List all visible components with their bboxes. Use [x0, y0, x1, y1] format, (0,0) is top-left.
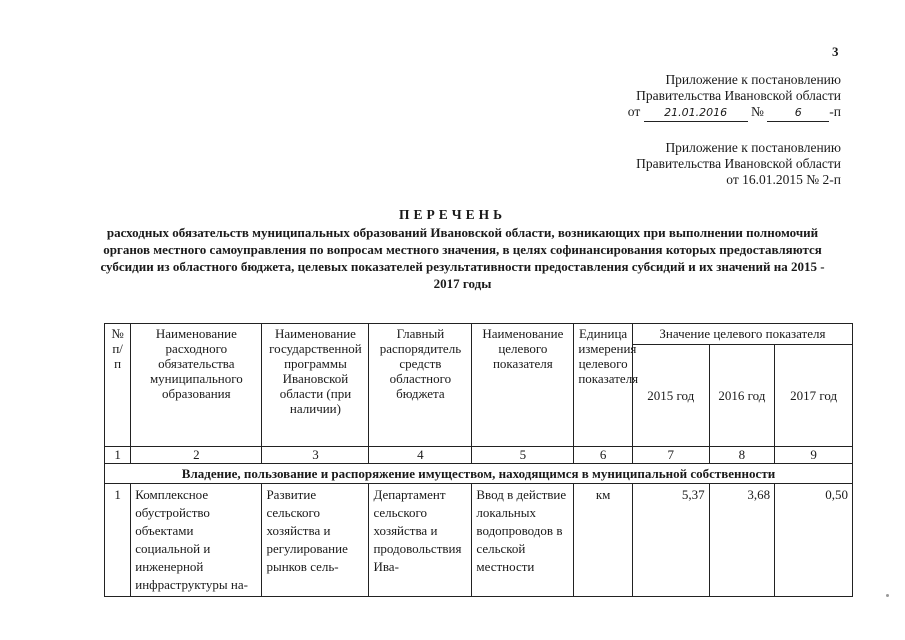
- column-number: 2: [131, 447, 262, 464]
- number-suffix: -п: [829, 104, 841, 119]
- appendix-previous-line1: Приложение к постановлению: [665, 140, 841, 155]
- header-program: Наименование государственной программы Ивановской области (при наличии): [262, 324, 369, 447]
- table-header-row: [105, 324, 853, 345]
- row-value-2015: 5,37: [632, 484, 709, 597]
- column-number: 6: [574, 447, 633, 464]
- scan-speck: [886, 594, 889, 597]
- appendix-previous-block: [636, 140, 841, 188]
- row-num: 1: [105, 484, 131, 597]
- appendix-current-line1: Приложение к постановлению: [665, 72, 841, 87]
- row-indicator: Ввод в действие локальных водопроводов в сельской местности: [472, 484, 574, 597]
- column-number: 1: [105, 447, 131, 464]
- column-number: 9: [775, 447, 853, 464]
- column-number-row: [105, 447, 853, 464]
- row-value-2016: 3,68: [709, 484, 775, 597]
- indicators-table: [104, 323, 853, 597]
- handwritten-date: 21.01.2016: [644, 105, 748, 122]
- header-administrator: Главный распорядитель средств областного бюджета: [369, 324, 472, 447]
- appendix-current-block: [628, 72, 841, 122]
- appendix-previous-line3: от 16.01.2015 № 2-п: [726, 172, 841, 187]
- appendix-current-line2: Правительства Ивановской области: [636, 88, 841, 103]
- column-number: 3: [262, 447, 369, 464]
- table-row: [105, 484, 853, 597]
- row-unit: км: [574, 484, 633, 597]
- header-year-2016: 2016 год: [709, 345, 775, 447]
- header-unit: Единица измерения целевого показателя: [574, 324, 633, 447]
- row-value-2017: 0,50: [775, 484, 853, 597]
- column-number: 8: [709, 447, 775, 464]
- appendix-current-line3: [628, 104, 841, 122]
- row-obligation: Комплексное обустройство объектами социальной и инженерной инфраструктуры на-: [131, 484, 262, 597]
- row-administrator: Департамент сельского хозяйства и продовольствия Ива-: [369, 484, 472, 597]
- header-year-2017: 2017 год: [775, 345, 853, 447]
- header-obligation: Наименование расходного обязательства муниципального образования: [131, 324, 262, 447]
- column-number: 5: [472, 447, 574, 464]
- column-number: 4: [369, 447, 472, 464]
- from-label: от: [627, 104, 641, 119]
- header-num: № п/п: [105, 324, 131, 447]
- header-year-2015: 2015 год: [632, 345, 709, 447]
- number-label: №: [751, 104, 764, 119]
- document-title: ПЕРЕЧЕНЬ: [398, 207, 507, 222]
- header-target-group: Значение целевого показателя: [632, 324, 852, 345]
- document-subtitle: расходных обязательств муниципальных образований Ивановской области, возникающих при выполнении полномочий органов местного самоуправления по вопросам местного значения, в целях софинансирования которых предоставляются субсидии из областного бюджета, целевых показателей результативности предоставления субсидий и их значений на 2015 - 2017 годы: [100, 225, 825, 291]
- header-indicator: Наименование целевого показателя: [472, 324, 574, 447]
- handwritten-number: 6: [767, 105, 829, 122]
- section-row: [105, 464, 853, 484]
- section-title: Владение, пользование и распоряжение имуществом, находящимся в муниципальной собственности: [105, 464, 853, 484]
- column-number: 7: [632, 447, 709, 464]
- row-program: Развитие сельского хозяйства и регулирование рынков сель-: [262, 484, 369, 597]
- page-number: 3: [832, 44, 839, 59]
- appendix-previous-line2: Правительства Ивановской области: [636, 156, 841, 171]
